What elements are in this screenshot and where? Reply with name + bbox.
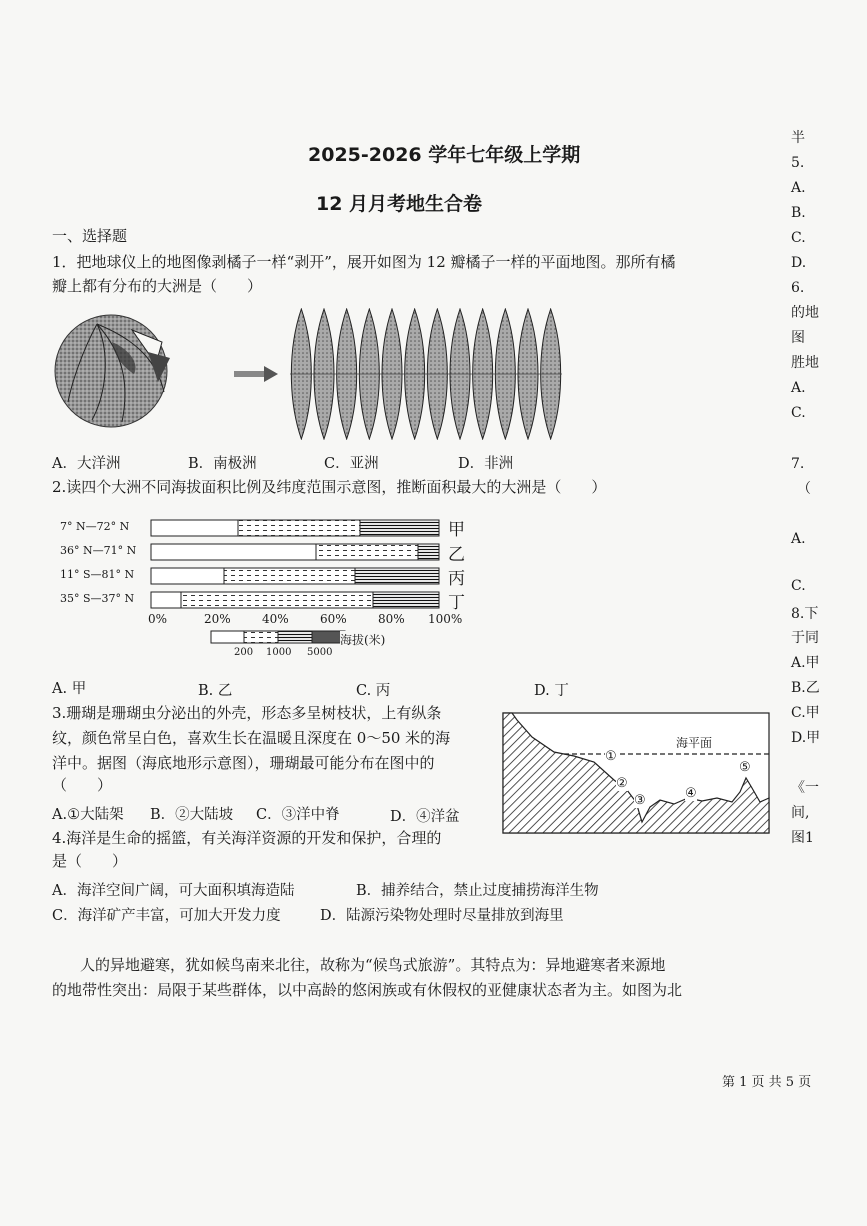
margin-fragment: 8.下 <box>791 606 819 622</box>
row-name-label: 丁 <box>448 593 465 613</box>
margin-fragment: B. <box>791 205 806 221</box>
x-tick-label: 0% <box>148 612 168 626</box>
q1-stem-line1: 1．把地球仪上的地图像剥橘子一样“剥开”，展开如图为 12 瓣橘子一样的平面地图。那所有橘 <box>52 253 676 271</box>
x-tick-label: 80% <box>378 612 405 626</box>
q4-option-c[interactable]: C．海洋矿产丰富，可加大开发力度 <box>52 908 281 924</box>
row-name-label: 丙 <box>448 569 465 589</box>
q2-stem: 2.读四个大洲不同海拔面积比例及纬度范围示意图，推断面积最大的大洲是（ ） <box>52 478 607 496</box>
x-tick-label: 60% <box>320 612 347 626</box>
margin-fragment: C. <box>791 578 806 594</box>
margin-fragment: 于同 <box>791 630 819 646</box>
row-name-label: 甲 <box>448 520 465 540</box>
margin-fragment: 胜地 <box>791 355 819 371</box>
q4-option-b[interactable]: B．捕养结合，禁止过度捕捞海洋生物 <box>356 883 599 899</box>
q1-stem-line2: 瓣上都有分布的大洲是（ ） <box>52 277 263 295</box>
passage-line1: 人的异地避寒，犹如候鸟南来北往，故称为“候鸟式旅游”。其特点为：异地避寒者来源地 <box>80 956 666 974</box>
q3-stem-line4: （ ） <box>52 776 113 794</box>
margin-fragment: 7. <box>791 456 805 472</box>
row-range-label: 36° N—71° N <box>60 544 137 557</box>
page-footer: 第 1 页 共 5 页 <box>722 1075 812 1090</box>
margin-fragment: D.甲 <box>791 730 821 746</box>
margin-fragment: 5. <box>791 155 805 171</box>
q1-option-b[interactable]: B．南极洲 <box>188 456 257 472</box>
margin-fragment: A. <box>791 531 806 547</box>
altitude-legend <box>210 630 346 644</box>
margin-fragment: A. <box>791 180 806 196</box>
x-tick-label: 40% <box>262 612 289 626</box>
row-range-label: 11° S—81° N <box>60 568 135 581</box>
marker-1: ① <box>605 749 617 764</box>
q2-option-c[interactable]: C. 丙 <box>356 683 391 699</box>
marker-4: ④ <box>685 786 697 801</box>
x-tick-label: 20% <box>204 612 231 626</box>
margin-fragment: A. <box>791 380 806 396</box>
q1-option-a[interactable]: A．大洋洲 <box>52 456 121 472</box>
margin-fragment: C. <box>791 405 806 421</box>
q2-option-a[interactable]: A. 甲 <box>52 681 87 697</box>
row-name-label: 乙 <box>448 545 465 565</box>
margin-fragment: D. <box>791 255 807 271</box>
marker-2: ② <box>616 776 628 791</box>
margin-fragment: 《一 <box>791 780 819 796</box>
marker-5: ⑤ <box>739 760 751 775</box>
globe-figure <box>52 312 170 430</box>
exam-title-line2: 12 月月考地生合卷 <box>316 193 483 215</box>
q2-option-d[interactable]: D. 丁 <box>534 683 569 699</box>
q3-stem-line1: 3.珊瑚是珊瑚虫分泌出的外壳，形态多呈树枝状，上有纵条 <box>52 704 442 722</box>
exam-title-line1: 2025-2026 学年七年级上学期 <box>308 144 581 166</box>
q1-option-d[interactable]: D．非洲 <box>458 456 514 472</box>
legend-tick: 5000 <box>307 647 333 658</box>
passage-line2: 的地带性突出：局限于某些群体，以中高龄的悠闲族或有休假权的亚健康状态者为主。如图为北 <box>52 981 683 999</box>
row-range-label: 7° N—72° N <box>60 520 130 533</box>
altitude-bar-chart <box>150 518 442 610</box>
margin-fragment: 的地 <box>791 305 819 321</box>
section-heading: 一、选择题 <box>52 227 128 245</box>
q4-option-a[interactable]: A．海洋空间广阔，可大面积填海造陆 <box>52 883 295 899</box>
marker-3: ③ <box>634 793 646 808</box>
legend-title: 海拔(米) <box>340 633 386 647</box>
margin-fragment: 间, <box>791 805 810 821</box>
legend-tick: 200 <box>234 647 254 658</box>
q4-option-d[interactable]: D．陆源污染物处理时尽量排放到海里 <box>320 908 564 924</box>
q3-option-b[interactable]: B．②大陆坡 <box>150 807 234 823</box>
q1-option-c[interactable]: C．亚洲 <box>324 456 379 472</box>
margin-fragment: （ <box>797 481 811 497</box>
q3-option-c[interactable]: C．③洋中脊 <box>256 807 340 823</box>
q3-option-a[interactable]: A.①大陆架 <box>52 807 124 823</box>
margin-fragment: B.乙 <box>791 680 820 696</box>
q2-option-b[interactable]: B. 乙 <box>198 683 233 699</box>
margin-fragment: 6. <box>791 280 805 296</box>
margin-fragment: 图1 <box>791 830 814 846</box>
q3-stem-line2: 纹，颜色常呈白色，喜欢生长在温暖且深度在 0～50 米的海 <box>52 729 451 747</box>
margin-fragment: C. <box>791 230 806 246</box>
x-tick-label: 100% <box>428 612 463 626</box>
margin-fragment: C.甲 <box>791 705 820 721</box>
legend-tick: 1000 <box>266 647 292 658</box>
q4-stem-line2: 是（ ） <box>52 852 128 870</box>
row-range-label: 35° S—37° N <box>60 592 135 605</box>
gores-map-figure <box>290 308 562 440</box>
q3-option-d[interactable]: D．④洋盆 <box>390 809 460 825</box>
margin-fragment: 半 <box>791 130 805 146</box>
arrow-icon <box>234 366 278 382</box>
margin-fragment: 图 <box>791 330 805 346</box>
margin-fragment: A.甲 <box>791 655 820 671</box>
q3-stem-line3: 洋中。据图（海底地形示意图），珊瑚最可能分布在图中的 <box>52 754 435 772</box>
q4-stem-line1: 4.海洋是生命的摇篮，有关海洋资源的开发和保护，合理的 <box>52 829 442 847</box>
sea-level-label: 海平面 <box>676 736 713 750</box>
seafloor-diagram <box>502 712 770 834</box>
